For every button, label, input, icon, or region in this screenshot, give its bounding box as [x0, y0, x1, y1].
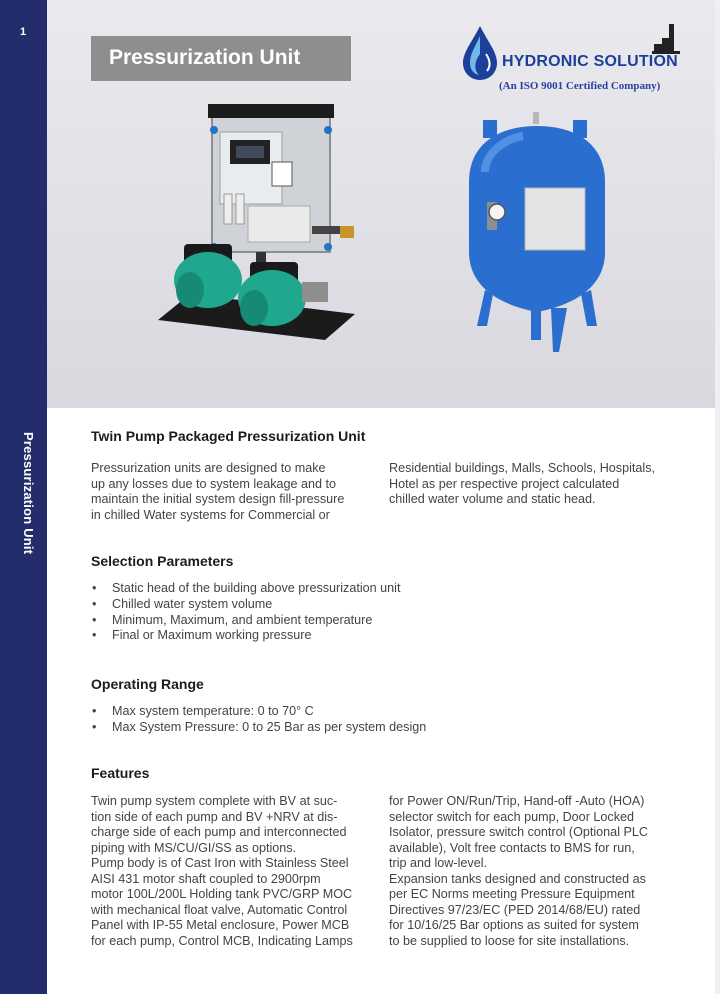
company-logo — [458, 20, 686, 100]
expansion-tank-image — [463, 112, 613, 372]
page-title: Pressurization Unit — [109, 46, 301, 69]
water-drop-icon — [460, 24, 500, 82]
text-line: Directives 97/23/EC (PED 2014/68/EU) rated — [389, 902, 641, 917]
section-heading-intro: Twin Pump Packaged Pressurization Unit — [91, 428, 366, 444]
text-line: Pump body is of Cast Iron with Stainless Steel — [91, 856, 349, 870]
factory-icon — [652, 22, 680, 54]
sidebar-section-label: Pressurization Unit — [21, 432, 36, 555]
text-line: Panel with IP-55 Metal enclosure, Power MCB — [91, 918, 350, 932]
text-line: to be supplied to loose for site installations. — [389, 933, 630, 948]
selection-parameters-list — [91, 581, 400, 644]
text-line: per EC Norms meeting Pressure Equipment — [389, 887, 635, 901]
text-line: with mechanical float valve, Automatic Control — [91, 902, 348, 917]
text-line: in chilled Water systems for Commercial or — [91, 507, 330, 522]
text-line: Pressurization units are designed to make — [91, 461, 326, 475]
text-line: tion side of each pump and BV +NRV at dis- — [91, 809, 338, 824]
page-number: 1 — [20, 26, 27, 38]
company-name: HYDRONIC SOLUTION — [502, 53, 678, 70]
operating-range-list — [91, 704, 426, 736]
page-edge — [715, 0, 720, 994]
page-title-box — [91, 36, 351, 81]
twin-pump-unit-image — [150, 102, 370, 342]
text-line: Hotel as per respective project calculated — [389, 476, 620, 491]
text-line: Isolator, pressure switch control (Optional PLC — [389, 825, 648, 839]
text-line: AISI 431 motor shaft coupled to 2900rpm — [91, 871, 321, 886]
list-item: • Max system temperature: 0 to 70° C — [91, 704, 426, 720]
section-heading-selection: Selection Parameters — [91, 553, 234, 569]
list-item: • Max System Pressure: 0 to 25 Bar as per system design — [91, 720, 426, 736]
intro-column-2 — [389, 461, 709, 508]
text-line: up any losses due to system leakage and to — [91, 476, 337, 491]
intro-column-1 — [91, 461, 381, 523]
text-line: Twin pump system complete with BV at suc- — [91, 794, 338, 808]
features-column-1 — [91, 794, 387, 949]
sidebar — [0, 0, 47, 994]
section-heading-operating: Operating Range — [91, 676, 204, 692]
text-line: for 10/16/25 Bar options as suited for system — [389, 918, 639, 932]
text-line: motor 100L/200L Holding tank PVC/GRP MOC — [91, 887, 353, 901]
list-item: • Static head of the building above pressurization unit — [91, 581, 400, 597]
text-line: trip and low-level. — [389, 856, 487, 870]
text-line: available), Volt free contacts to BMS for run, — [389, 840, 635, 855]
text-line: maintain the initial system design fill-pressure — [91, 492, 345, 506]
list-item: • Chilled water system volume — [91, 597, 400, 613]
text-line: piping with MS/CU/GI/SS as options. — [91, 840, 297, 855]
list-item: • Minimum, Maximum, and ambient temperature — [91, 613, 400, 629]
text-line: chilled water volume and static head. — [389, 492, 596, 506]
text-line: for Power ON/Run/Trip, Hand-off -Auto (HOA) — [389, 794, 645, 808]
text-line: for each pump, Control MCB, Indicating Lamps — [91, 933, 353, 948]
text-line: Residential buildings, Malls, Schools, Hospitals, — [389, 461, 655, 475]
text-line: Expansion tanks designed and constructed as — [389, 871, 646, 886]
company-tagline: (An ISO 9001 Certified Company) — [499, 80, 661, 92]
list-item: • Final or Maximum working pressure — [91, 628, 400, 644]
features-column-2 — [389, 794, 707, 949]
text-line: charge side of each pump and interconnected — [91, 825, 347, 839]
section-heading-features: Features — [91, 765, 150, 781]
text-line: selector switch for each pump, Door Locked — [389, 809, 634, 824]
